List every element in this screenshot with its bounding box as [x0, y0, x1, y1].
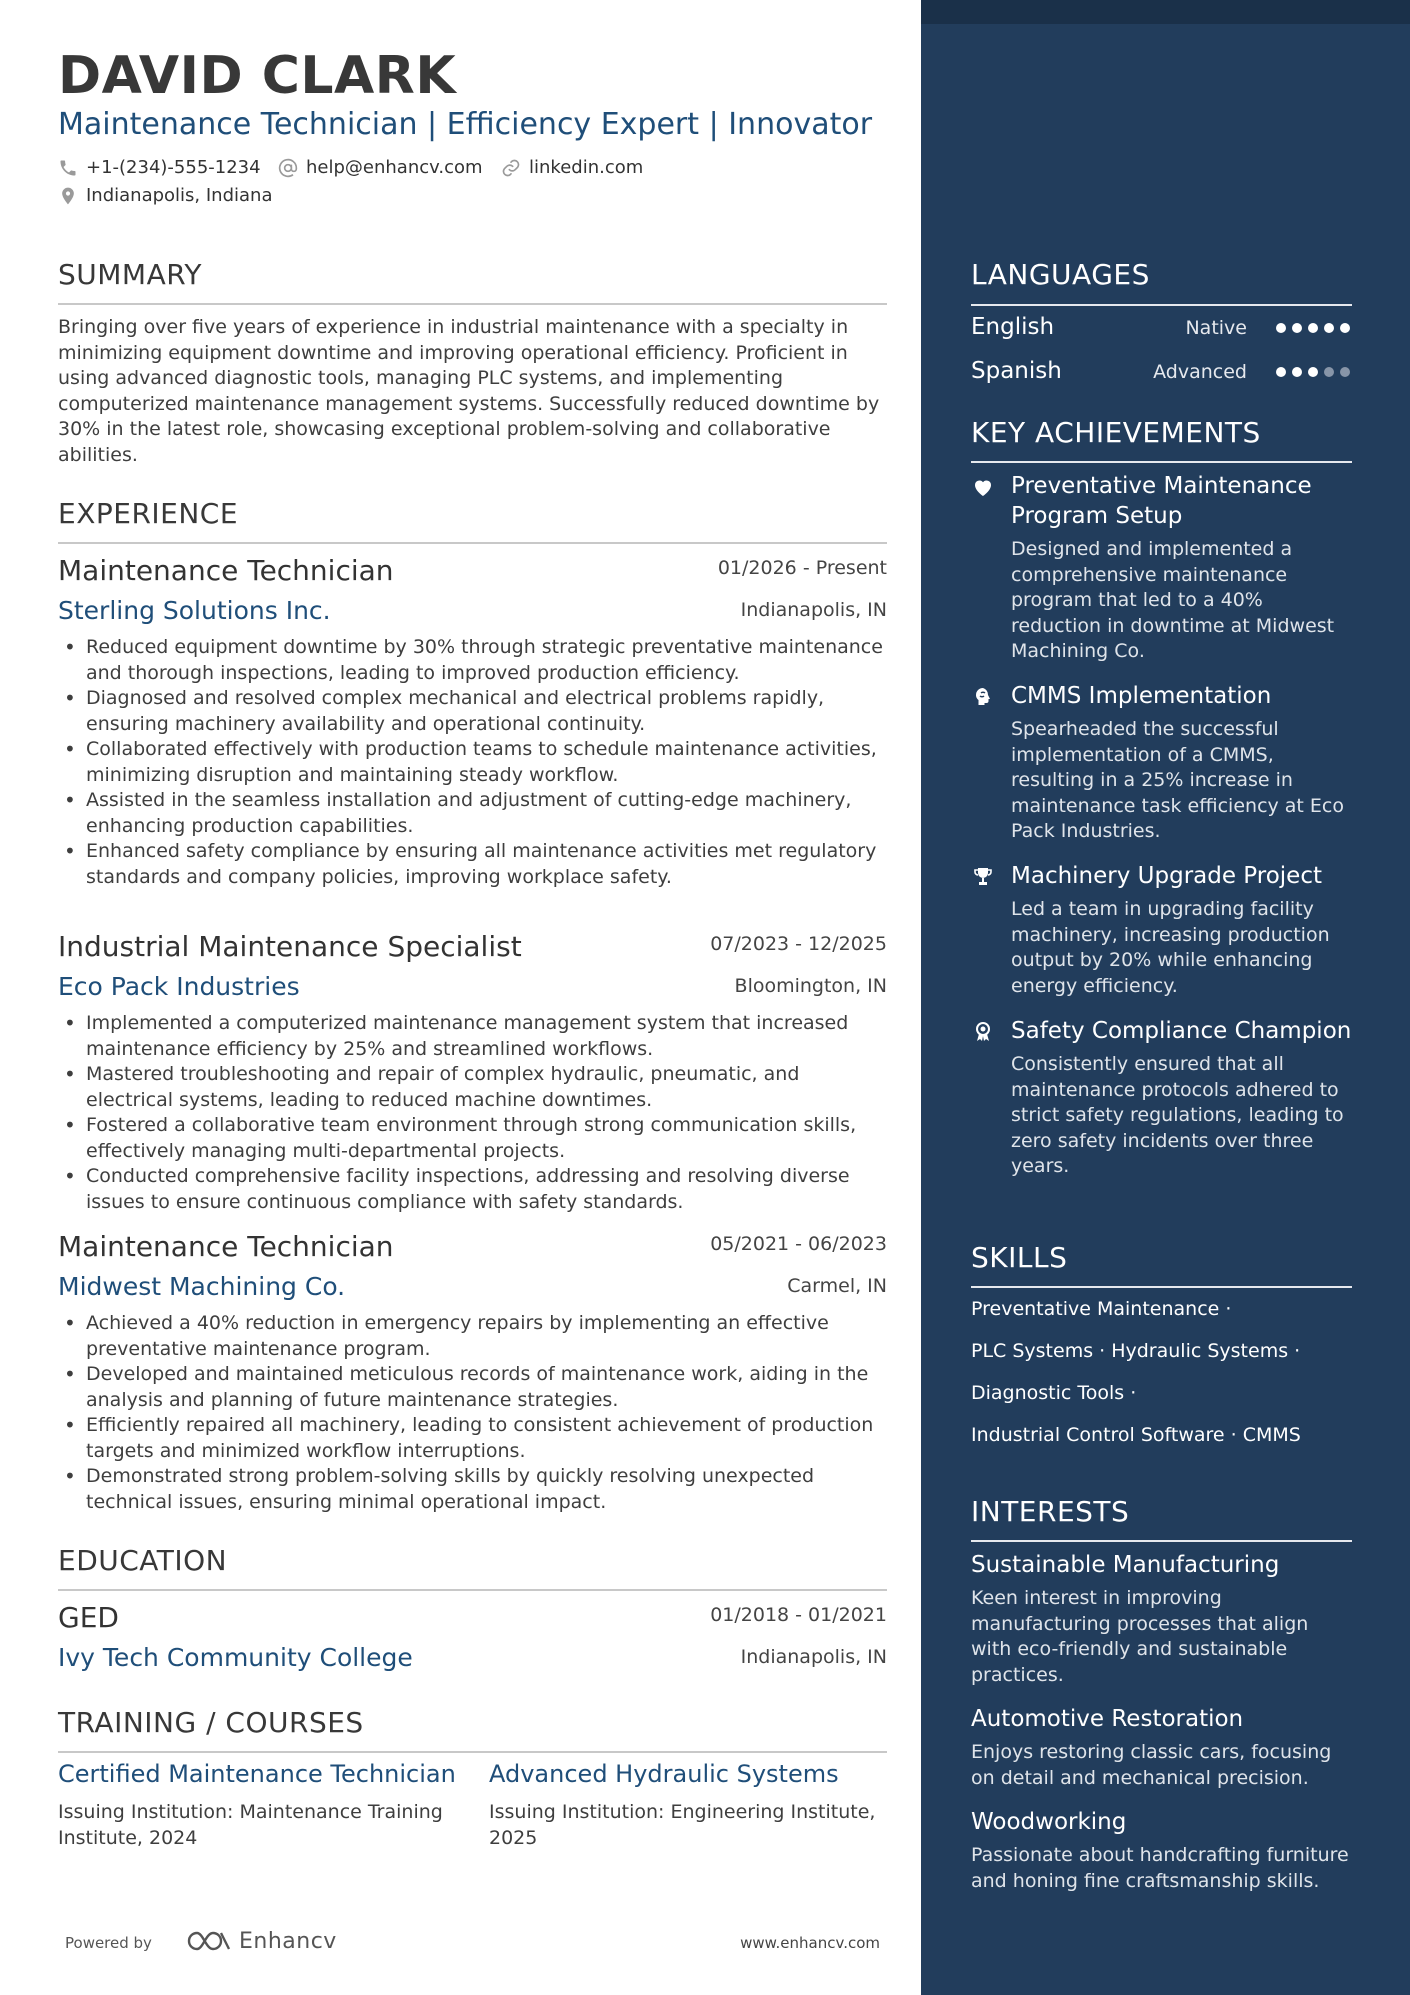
language-name: English — [971, 314, 1055, 340]
interests-divider — [971, 1540, 1352, 1542]
job-company: Midwest Machining Co. — [58, 1272, 346, 1301]
rating-dot — [1340, 323, 1350, 333]
sidebar-top-band — [921, 0, 1410, 24]
job-role: Maintenance Technician — [58, 1230, 394, 1263]
award-ribbon-icon — [971, 1020, 995, 1044]
course-item — [489, 1758, 889, 1851]
phone-text: +1-(234)-555-1234 — [86, 157, 261, 178]
rating-dot — [1308, 323, 1318, 333]
heart-icon — [971, 475, 995, 499]
list-item: • Assisted in the seamless installation and adjustment of cutting-edge machinery, enhancing production capabilities. — [58, 788, 887, 839]
interest-item — [971, 1550, 1352, 1688]
interest-desc: Enjoys restoring classic cars, focusing on detail and mechanical precision. — [971, 1741, 1332, 1789]
skill-tag-line: Preventative Maintenance · — [971, 1298, 1232, 1320]
course-desc: Issuing Institution: Maintenance Training Institute, 2024 — [58, 1801, 443, 1849]
language-item — [971, 314, 1352, 344]
rating-dot — [1276, 367, 1286, 377]
list-item: • Enhanced safety compliance by ensuring all maintenance activities met regulatory standards and company policies, improving workplace safety. — [58, 839, 887, 890]
list-item: • Reduced equipment downtime by 30% through strategic preventative maintenance and thorough inspections, leading to improved production efficiency. — [58, 635, 887, 686]
language-item — [971, 358, 1352, 388]
school: Ivy Tech Community College — [58, 1643, 413, 1672]
experience-heading: EXPERIENCE — [58, 497, 239, 530]
location-text: Indianapolis, Indiana — [86, 185, 273, 206]
site-link[interactable]: www.enhancv.com — [740, 1934, 880, 1952]
achievements-divider — [971, 461, 1352, 463]
interest-desc: Passionate about handcrafting furniture and honing fine craftsmanship skills. — [971, 1844, 1349, 1892]
achievement-item — [971, 1016, 1352, 1180]
list-item: • Collaborated effectively with production teams to schedule maintenance activities, minimizing disruption and maintaining steady workflow. — [58, 737, 887, 788]
list-item: • Mastered troubleshooting and repair of complex hydraulic, pneumatic, and electrical systems, leading to reduced machine downtimes. — [58, 1062, 887, 1113]
rating-dot — [1324, 323, 1334, 333]
rating-dot — [1292, 367, 1302, 377]
achievement-title: Safety Compliance Champion — [1011, 1018, 1352, 1044]
job-entry — [58, 929, 887, 1215]
email-text: help@enhancv.com — [306, 157, 483, 178]
achievement-item — [971, 681, 1352, 845]
skill-tag-line: PLC Systems · Hydraulic Systems · — [971, 1340, 1301, 1362]
trophy-icon — [971, 865, 995, 889]
education-heading: EDUCATION — [58, 1544, 228, 1577]
list-item: • Achieved a 40% reduction in emergency repairs by implementing an effective preventative maintenance program. — [58, 1311, 887, 1362]
interests-heading: INTERESTS — [971, 1495, 1130, 1528]
degree: GED — [58, 1601, 119, 1634]
course-item — [58, 1758, 458, 1851]
rating-dot — [1308, 367, 1318, 377]
job-dates: 07/2023 - 12/2025 — [710, 933, 887, 955]
training-divider — [58, 1751, 887, 1753]
rating-dot-empty — [1340, 367, 1350, 377]
achievement-title: CMMS Implementation — [1011, 683, 1272, 709]
language-rating — [1270, 367, 1350, 377]
rating-dot-empty — [1324, 367, 1334, 377]
interest-item — [971, 1807, 1352, 1894]
education-divider — [58, 1589, 887, 1591]
list-item: • Efficiently repaired all machinery, leading to consistent achievement of production targets and minimized workflow interruptions. — [58, 1413, 887, 1464]
powered-by-text: Powered by — [65, 1934, 152, 1952]
job-entry — [58, 1229, 887, 1515]
language-level: Advanced — [1153, 361, 1247, 383]
list-item: • Developed and maintained meticulous records of maintenance work, aiding in the analysis and planning of future maintenance strategies. — [58, 1362, 887, 1413]
brain-icon — [971, 685, 995, 709]
languages-heading: LANGUAGES — [971, 258, 1150, 291]
achievement-desc: Spearheaded the successful implementation of a CMMS, resulting in a 25% increase in maintenance task efficiency at Eco Pack Industries. — [1011, 718, 1345, 842]
enhancv-logo-icon — [185, 1928, 233, 1954]
course-name: Certified Maintenance Technician — [58, 1760, 456, 1788]
summary-divider — [58, 303, 887, 305]
rating-dot — [1292, 323, 1302, 333]
brand-name: Enhancv — [239, 1928, 337, 1954]
achievement-item — [971, 861, 1352, 999]
job-bullets — [58, 1011, 887, 1215]
language-level: Native — [1185, 317, 1247, 339]
course-name: Advanced Hydraulic Systems — [489, 1760, 839, 1788]
location-pin-icon — [58, 186, 78, 206]
job-bullets — [58, 1311, 887, 1515]
achievement-item — [971, 471, 1352, 665]
list-item: • Diagnosed and resolved complex mechanical and electrical problems rapidly, ensuring machinery availability and operational continuity. — [58, 686, 887, 737]
contact-email[interactable] — [278, 157, 483, 178]
interest-title: Automotive Restoration — [971, 1706, 1244, 1732]
course-desc: Issuing Institution: Engineering Institute, 2025 — [489, 1801, 876, 1849]
interest-desc: Keen interest in improving manufacturing processes that align with eco-friendly and sustainable practices. — [971, 1587, 1309, 1686]
language-name: Spanish — [971, 358, 1062, 384]
interest-title: Sustainable Manufacturing — [971, 1552, 1280, 1578]
languages-divider — [971, 304, 1352, 306]
job-location: Bloomington, IN — [734, 975, 887, 997]
sidebar — [921, 0, 1410, 1995]
education-entry — [58, 1600, 887, 1682]
interest-item — [971, 1704, 1352, 1791]
skill-tag-line: Industrial Control Software · CMMS — [971, 1424, 1301, 1446]
job-entry — [58, 553, 887, 890]
achievement-title: Machinery Upgrade Project — [1011, 863, 1322, 889]
skills-heading: SKILLS — [971, 1241, 1068, 1274]
job-dates: 05/2021 - 06/2023 — [710, 1233, 887, 1255]
achievement-desc: Designed and implemented a comprehensive maintenance program that led to a 40% reduction in downtime at Midwest Machining Co. — [1011, 538, 1335, 662]
enhancv-logo[interactable] — [185, 1928, 337, 1954]
job-bullets — [58, 635, 887, 890]
job-location: Carmel, IN — [787, 1275, 887, 1297]
candidate-name: DAVID CLARK — [58, 46, 457, 106]
contact-phone[interactable] — [58, 157, 261, 178]
link-icon — [501, 158, 521, 178]
job-role: Maintenance Technician — [58, 554, 394, 587]
achievement-desc: Led a team in upgrading facility machinery, increasing production output by 20% while enhancing energy efficiency. — [1011, 898, 1330, 997]
interest-title: Woodworking — [971, 1809, 1127, 1835]
achievements-heading: KEY ACHIEVEMENTS — [971, 416, 1261, 449]
list-item: • Demonstrated strong problem-solving skills by quickly resolving unexpected technical issues, ensuring minimal operational impact. — [58, 1464, 887, 1515]
footer — [65, 1928, 880, 1958]
job-location: Indianapolis, IN — [740, 599, 887, 621]
job-dates: 01/2026 - Present — [717, 557, 887, 579]
skills-divider — [971, 1286, 1352, 1288]
at-sign-icon — [278, 158, 298, 178]
summary-heading: SUMMARY — [58, 258, 203, 291]
job-company: Eco Pack Industries — [58, 972, 300, 1001]
training-heading: TRAINING / COURSES — [58, 1706, 364, 1739]
education-location: Indianapolis, IN — [740, 1646, 887, 1668]
achievement-desc: Consistently ensured that all maintenance protocols adhered to strict safety regulations, leading to zero safety incidents over three years. — [1011, 1053, 1344, 1177]
candidate-title: Maintenance Technician | Efficiency Expert | Innovator — [58, 107, 873, 142]
education-dates: 01/2018 - 01/2021 — [710, 1604, 887, 1626]
language-rating — [1270, 323, 1350, 333]
phone-icon — [58, 158, 78, 178]
linkedin-text: linkedin.com — [529, 157, 644, 178]
summary-text: Bringing over five years of experience in industrial maintenance with a specialty in minimizing equipment downtime and improving operational efficiency. Proficient in using advanced diagnostic tools, managing PLC systems, and implementing computerized maintenance management systems. Successfully reduced downtime by 30% in the latest role, showcasing exceptional problem-solving and collaborative abilities. — [58, 316, 880, 466]
skill-tag-line: Diagnostic Tools · — [971, 1382, 1137, 1404]
achievement-title: Preventative Maintenance Program Setup — [1011, 473, 1312, 529]
contact-location — [58, 185, 273, 206]
list-item: • Conducted comprehensive facility inspections, addressing and resolving diverse issues to ensure continuous compliance with safety standards. — [58, 1164, 887, 1215]
contact-linkedin[interactable] — [501, 157, 643, 178]
job-company: Sterling Solutions Inc. — [58, 596, 331, 625]
list-item: • Implemented a computerized maintenance management system that increased maintenance efficiency by 25% and streamlined workflows. — [58, 1011, 887, 1062]
experience-divider — [58, 542, 887, 544]
list-item: • Fostered a collaborative team environment through strong communication skills, effectively managing multi-departmental projects. — [58, 1113, 887, 1164]
rating-dot — [1276, 323, 1286, 333]
job-role: Industrial Maintenance Specialist — [58, 930, 522, 963]
